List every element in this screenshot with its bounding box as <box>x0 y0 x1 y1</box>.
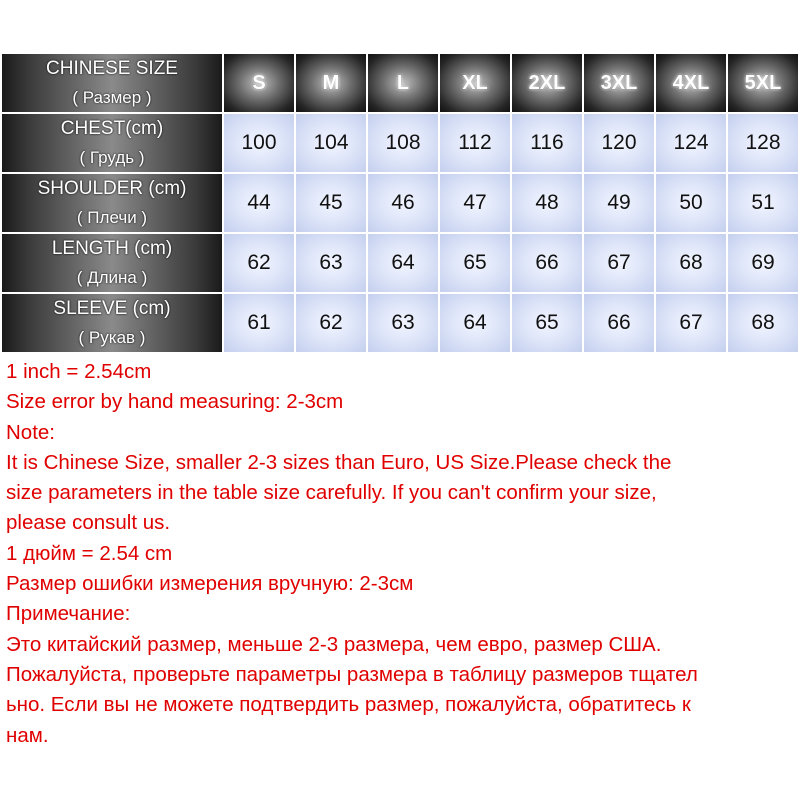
table-cell: 69 <box>728 234 798 292</box>
table-cell: 65 <box>512 294 582 352</box>
table-row-sleeve <box>2 294 798 352</box>
row-header-shoulder <box>2 174 222 232</box>
size-header-5xl: 5XL <box>728 54 798 112</box>
row-header-length <box>2 234 222 292</box>
table-cell: 68 <box>656 234 726 292</box>
table-cell: 64 <box>368 234 438 292</box>
table-cell: 104 <box>296 114 366 172</box>
table-cell: 46 <box>368 174 438 232</box>
note-line: ьно. Если вы не можете подтвердить размер, пожалуйста, обратитесь к <box>6 693 691 717</box>
row-sublabel: ( Длина ) <box>76 268 148 287</box>
table-cell: 66 <box>512 234 582 292</box>
row-label: SHOULDER (cm) <box>37 178 187 199</box>
table-row-shoulder <box>2 174 798 232</box>
table-cell: 61 <box>224 294 294 352</box>
corner-sublabel: ( Размер ) <box>72 88 152 107</box>
table-cell: 62 <box>296 294 366 352</box>
row-sublabel: ( Плечи ) <box>76 208 148 227</box>
row-header-sleeve <box>2 294 222 352</box>
size-header-s: S <box>224 54 294 112</box>
note-line: please consult us. <box>6 511 171 535</box>
table-cell: 67 <box>584 234 654 292</box>
table-cell: 50 <box>656 174 726 232</box>
table-cell: 108 <box>368 114 438 172</box>
note-line: Пожалуйста, проверьте параметры размера в таблицу размеров тщател <box>6 662 698 686</box>
size-header-3xl: 3XL <box>584 54 654 112</box>
table-cell: 47 <box>440 174 510 232</box>
table-cell: 120 <box>584 114 654 172</box>
table-cell: 64 <box>440 294 510 352</box>
table-cell: 67 <box>656 294 726 352</box>
note-line: 1 inch = 2.54cm <box>6 360 152 383</box>
table-cell: 66 <box>584 294 654 352</box>
table-cell: 68 <box>728 294 798 352</box>
size-header-4xl: 4XL <box>656 54 726 112</box>
table-cell: 44 <box>224 174 294 232</box>
size-header-l: L <box>368 54 438 112</box>
size-header-xl: XL <box>440 54 510 112</box>
table-cell: 112 <box>440 114 510 172</box>
table-cell: 48 <box>512 174 582 232</box>
note-line: Размер ошибки измерения вручную: 2-3см <box>6 572 414 596</box>
row-sublabel: ( Грудь ) <box>79 148 145 167</box>
size-table <box>0 52 800 354</box>
note-line: 1 дюйм = 2.54 cm <box>6 541 173 565</box>
note-line: Note: <box>6 420 55 444</box>
table-cell: 45 <box>296 174 366 232</box>
row-sublabel: ( Рукав ) <box>78 328 146 347</box>
table-row-length <box>2 234 798 292</box>
table-cell: 100 <box>224 114 294 172</box>
row-label: LENGTH (cm) <box>51 238 173 259</box>
corner-header-cell <box>2 54 222 112</box>
table-cell: 62 <box>224 234 294 292</box>
table-cell: 116 <box>512 114 582 172</box>
note-line: Примечание: <box>6 602 131 626</box>
row-label: SLEEVE (cm) <box>53 298 171 319</box>
note-line: size parameters in the table size carefully. If you can't confirm your size, <box>6 481 657 505</box>
size-header-row <box>2 54 798 112</box>
note-line: It is Chinese Size, smaller 2-3 sizes than Euro, US Size.Please check the <box>6 450 672 474</box>
row-header-chest <box>2 114 222 172</box>
size-notes <box>6 357 796 751</box>
table-cell: 128 <box>728 114 798 172</box>
table-cell: 65 <box>440 234 510 292</box>
table-cell: 124 <box>656 114 726 172</box>
table-cell: 51 <box>728 174 798 232</box>
table-cell: 63 <box>296 234 366 292</box>
size-header-m: M <box>296 54 366 112</box>
note-line: Size error by hand measuring: 2-3cm <box>6 390 344 414</box>
note-line: Это китайский размер, меньше 2-3 размера, чем евро, размер США. <box>6 632 662 656</box>
table-cell: 63 <box>368 294 438 352</box>
note-line: нам. <box>6 723 49 747</box>
row-label: CHEST(cm) <box>60 118 164 139</box>
corner-label: CHINESE SIZE <box>46 58 178 79</box>
size-header-2xl: 2XL <box>512 54 582 112</box>
table-cell: 49 <box>584 174 654 232</box>
table-row-chest <box>2 114 798 172</box>
